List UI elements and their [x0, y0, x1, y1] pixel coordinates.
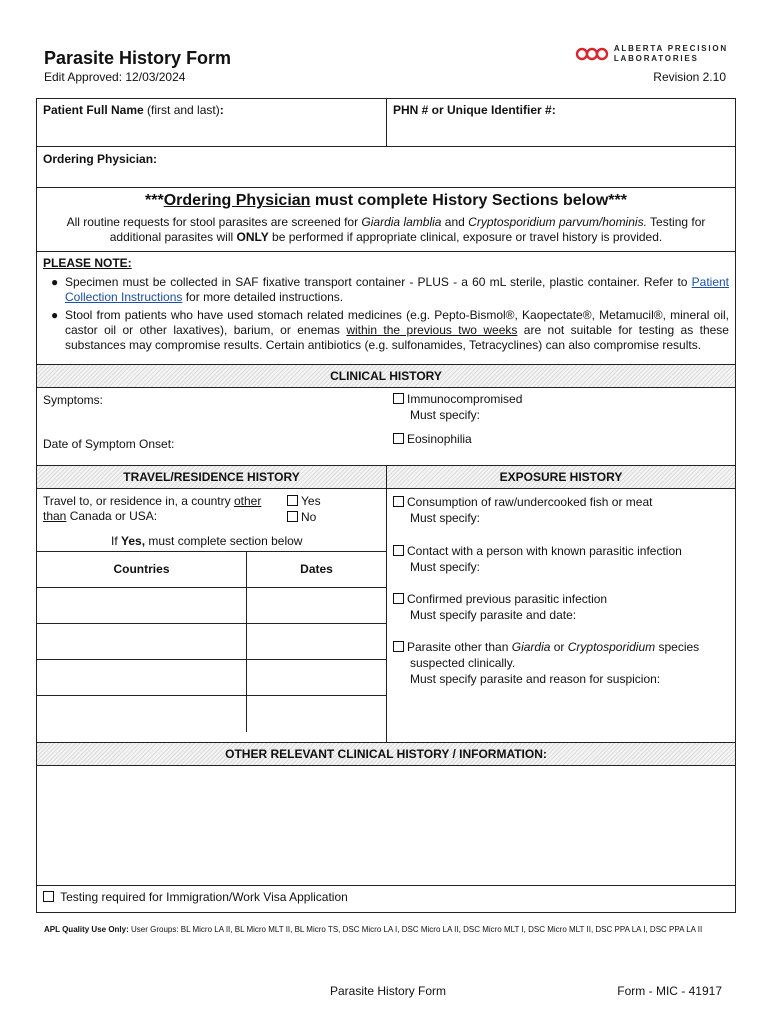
notice-title: [45, 192, 727, 210]
other-parasite-or: or: [550, 640, 568, 654]
immunocompromised-label: Immunocompromised: [407, 392, 523, 406]
logo-line-2: LABORATORIES: [613, 54, 699, 63]
bullet-icon: ●: [51, 275, 59, 289]
apl-logo-icon: [575, 47, 609, 61]
immunocompromised-checkbox[interactable]: [393, 393, 404, 404]
list-item: [43, 275, 729, 305]
immunocompromised-specify[interactable]: Must specify:: [410, 408, 481, 422]
ordering-physician-field[interactable]: [37, 147, 735, 188]
contact-checkbox[interactable]: [393, 545, 404, 556]
please-note-section: [37, 252, 735, 365]
footnote-bold: APL Quality Use Only:: [44, 925, 129, 934]
country-cell[interactable]: [37, 624, 247, 659]
exposure-option-3[interactable]: [393, 591, 607, 623]
clinical-left: [37, 388, 387, 465]
contact-specify[interactable]: Must specify:: [410, 560, 481, 574]
country-cell[interactable]: [37, 660, 247, 695]
bullet-2-text-b: are not suitable for testing as these substances may compromise results. Certain antibiotics (e.g. sulfonamides, Tetracyclines) can also compromise results.: [65, 323, 729, 352]
date-cell[interactable]: [247, 588, 386, 623]
eosinophilia-label: Eosinophilia: [407, 432, 472, 446]
other-parasite-specify[interactable]: Must specify parasite and reason for suspicion:: [410, 672, 661, 686]
other-history-heading: OTHER RELEVANT CLINICAL HISTORY / INFORMATION:: [37, 743, 735, 766]
notice-giardia: Giardia lamblia: [361, 215, 442, 229]
patient-row: [37, 99, 735, 147]
footer-form-name: Parasite History Form: [330, 984, 447, 998]
date-cell[interactable]: [247, 696, 386, 732]
dates-column-header: Dates: [300, 562, 333, 576]
raw-food-checkbox[interactable]: [393, 496, 404, 507]
previous-infection-label: Confirmed previous parasitic infection: [407, 592, 608, 606]
date-cell[interactable]: [247, 660, 386, 695]
travel-heading: TRAVEL/RESIDENCE HISTORY: [37, 466, 387, 488]
other-parasite-line2: suspected clinically.: [410, 656, 516, 670]
table-row: [37, 588, 386, 624]
please-note-list: [43, 275, 729, 353]
footnote-text: User Groups: BL Micro LA II, BL Micro MLT II, BL Micro TS, DSC Micro LA I, DSC Micro LA II, DSC Micro MLT I, DSC Micro MLT II, DSC PPA LA I, DSC PPA LA II: [128, 925, 703, 934]
countries-column-header: Countries: [37, 552, 247, 587]
travel-yes-checkbox[interactable]: [287, 495, 298, 506]
notice-underlined: Ordering Physician: [163, 192, 311, 209]
bullet-1-text-a: Specimen must be collected in SAF fixative transport container - PLUS - a 60 mL sterile, plastic container. Refer to: [65, 275, 692, 289]
previous-infection-checkbox[interactable]: [393, 593, 404, 604]
notice-and: and: [441, 215, 469, 229]
apl-logo: [575, 44, 728, 64]
country-cell[interactable]: [37, 588, 247, 623]
ordering-physician-label: Ordering Physician:: [43, 152, 158, 166]
clinical-history-section: [37, 388, 735, 466]
travel-exposure-section: [37, 489, 735, 743]
logo-wordmark: [614, 44, 728, 64]
symptom-onset-field[interactable]: Date of Symptom Onset:: [43, 437, 175, 451]
notice-stars: ***: [145, 192, 164, 209]
travel-no-label: No: [301, 510, 317, 524]
other-history-field[interactable]: [37, 766, 735, 886]
immigration-label: Testing required for Immigration/Work Visa Application: [60, 890, 348, 904]
clinical-right: [387, 388, 735, 465]
travel-q2: Canada or USA:: [66, 509, 158, 523]
revision-number: Revision 2.10: [653, 70, 726, 84]
travel-instruction: [111, 534, 302, 548]
travel-if-rest: must complete section below: [145, 534, 303, 548]
travel-question: [43, 494, 283, 524]
physician-notice: [37, 188, 735, 252]
date-cell[interactable]: [247, 624, 386, 659]
travel-yes-label: Yes: [301, 494, 321, 508]
table-row: [37, 660, 386, 696]
other-parasite-checkbox[interactable]: [393, 641, 404, 652]
notice-text-1: All routine requests for stool parasites are screened for: [66, 215, 362, 229]
bullet-icon: ●: [51, 308, 59, 322]
notice-text-2: Testing for additional parasites will: [109, 215, 706, 244]
edit-approved-date: Edit Approved: 12/03/2024: [44, 70, 186, 84]
notice-rest: must complete History Sections below***: [310, 192, 627, 209]
exposure-heading: EXPOSURE HISTORY: [499, 470, 623, 484]
travel-no-option[interactable]: [287, 510, 316, 524]
patient-name-field[interactable]: [37, 99, 387, 146]
immigration-checkbox[interactable]: [43, 891, 54, 902]
table-header-row: [37, 552, 386, 588]
other-parasite-a: Parasite other than: [407, 640, 512, 654]
travel-yes-option[interactable]: [287, 494, 321, 508]
parasite-history-form: [36, 98, 736, 913]
notice-crypto: Cryptosporidium parvum/hominis.: [468, 215, 647, 229]
notice-text-3: be performed if appropriate clinical, exposure or travel history is provided.: [268, 230, 663, 244]
eosinophilia-option[interactable]: [393, 432, 472, 446]
countries-table: [37, 551, 386, 732]
clinical-history-heading: CLINICAL HISTORY: [37, 365, 735, 388]
bullet-1-text-b: for more detailed instructions.: [182, 290, 344, 304]
raw-food-label: Consumption of raw/undercooked fish or meat: [407, 495, 653, 509]
phn-field[interactable]: [387, 99, 735, 146]
notice-only: ONLY: [236, 230, 269, 244]
travel-section: [37, 489, 387, 742]
travel-exposure-headings: [37, 466, 735, 489]
immigration-option[interactable]: [37, 886, 735, 912]
form-header: [44, 44, 730, 88]
travel-no-checkbox[interactable]: [287, 511, 298, 522]
phn-label: PHN # or Unique Identifier #:: [393, 103, 556, 117]
exposure-option-2[interactable]: [393, 543, 682, 575]
patient-name-hint: (first and last): [147, 103, 220, 117]
page-title: Parasite History Form: [44, 48, 232, 68]
other-parasite-crypto: Cryptosporidium: [567, 640, 656, 654]
notice-body: [45, 215, 727, 245]
travel-than: than: [43, 509, 67, 523]
contact-label: Contact with a person with known parasitic infection: [407, 544, 682, 558]
raw-food-specify[interactable]: Must specify:: [410, 511, 481, 525]
patient-name-colon: :: [219, 103, 224, 117]
other-parasite-giardia: Giardia: [511, 640, 551, 654]
footer-form-number: Form - MIC - 41917: [617, 984, 722, 998]
previous-infection-specify[interactable]: Must specify parasite and date:: [410, 608, 577, 622]
bullet-2-underline: within the previous two weeks: [346, 323, 518, 337]
logo-line-1: ALBERTA PRECISION: [613, 44, 728, 53]
exposure-option-1[interactable]: [393, 494, 652, 526]
patient-name-label: Patient Full Name: [43, 103, 144, 117]
other-parasite-b: species: [655, 640, 700, 654]
please-note-heading: PLEASE NOTE:: [43, 256, 132, 270]
exposure-section: [387, 489, 735, 742]
table-row: [37, 696, 386, 732]
symptoms-field[interactable]: Symptoms:: [43, 393, 104, 407]
eosinophilia-checkbox[interactable]: [393, 433, 404, 444]
travel-if-yes: Yes,: [121, 534, 146, 548]
travel-q1: Travel to, or residence in, a country: [43, 494, 234, 508]
country-cell[interactable]: [37, 696, 247, 732]
patient-collection-link[interactable]: Patient Collection Instructions: [65, 275, 729, 304]
quality-footnote: [44, 924, 730, 936]
list-item: [43, 308, 729, 353]
travel-other: other: [233, 494, 262, 508]
exposure-option-4[interactable]: [393, 639, 699, 687]
travel-if: If: [111, 534, 122, 548]
table-row: [37, 624, 386, 660]
bullet-2-text-a: Stool from patients who have used stomach related medicines (e.g. Pepto-Bismol®, Kaopectate®, Metamucil®, mineral oil, castor oil or other laxatives), barium, or enemas: [65, 308, 729, 337]
immunocompromised-option[interactable]: [393, 392, 522, 406]
